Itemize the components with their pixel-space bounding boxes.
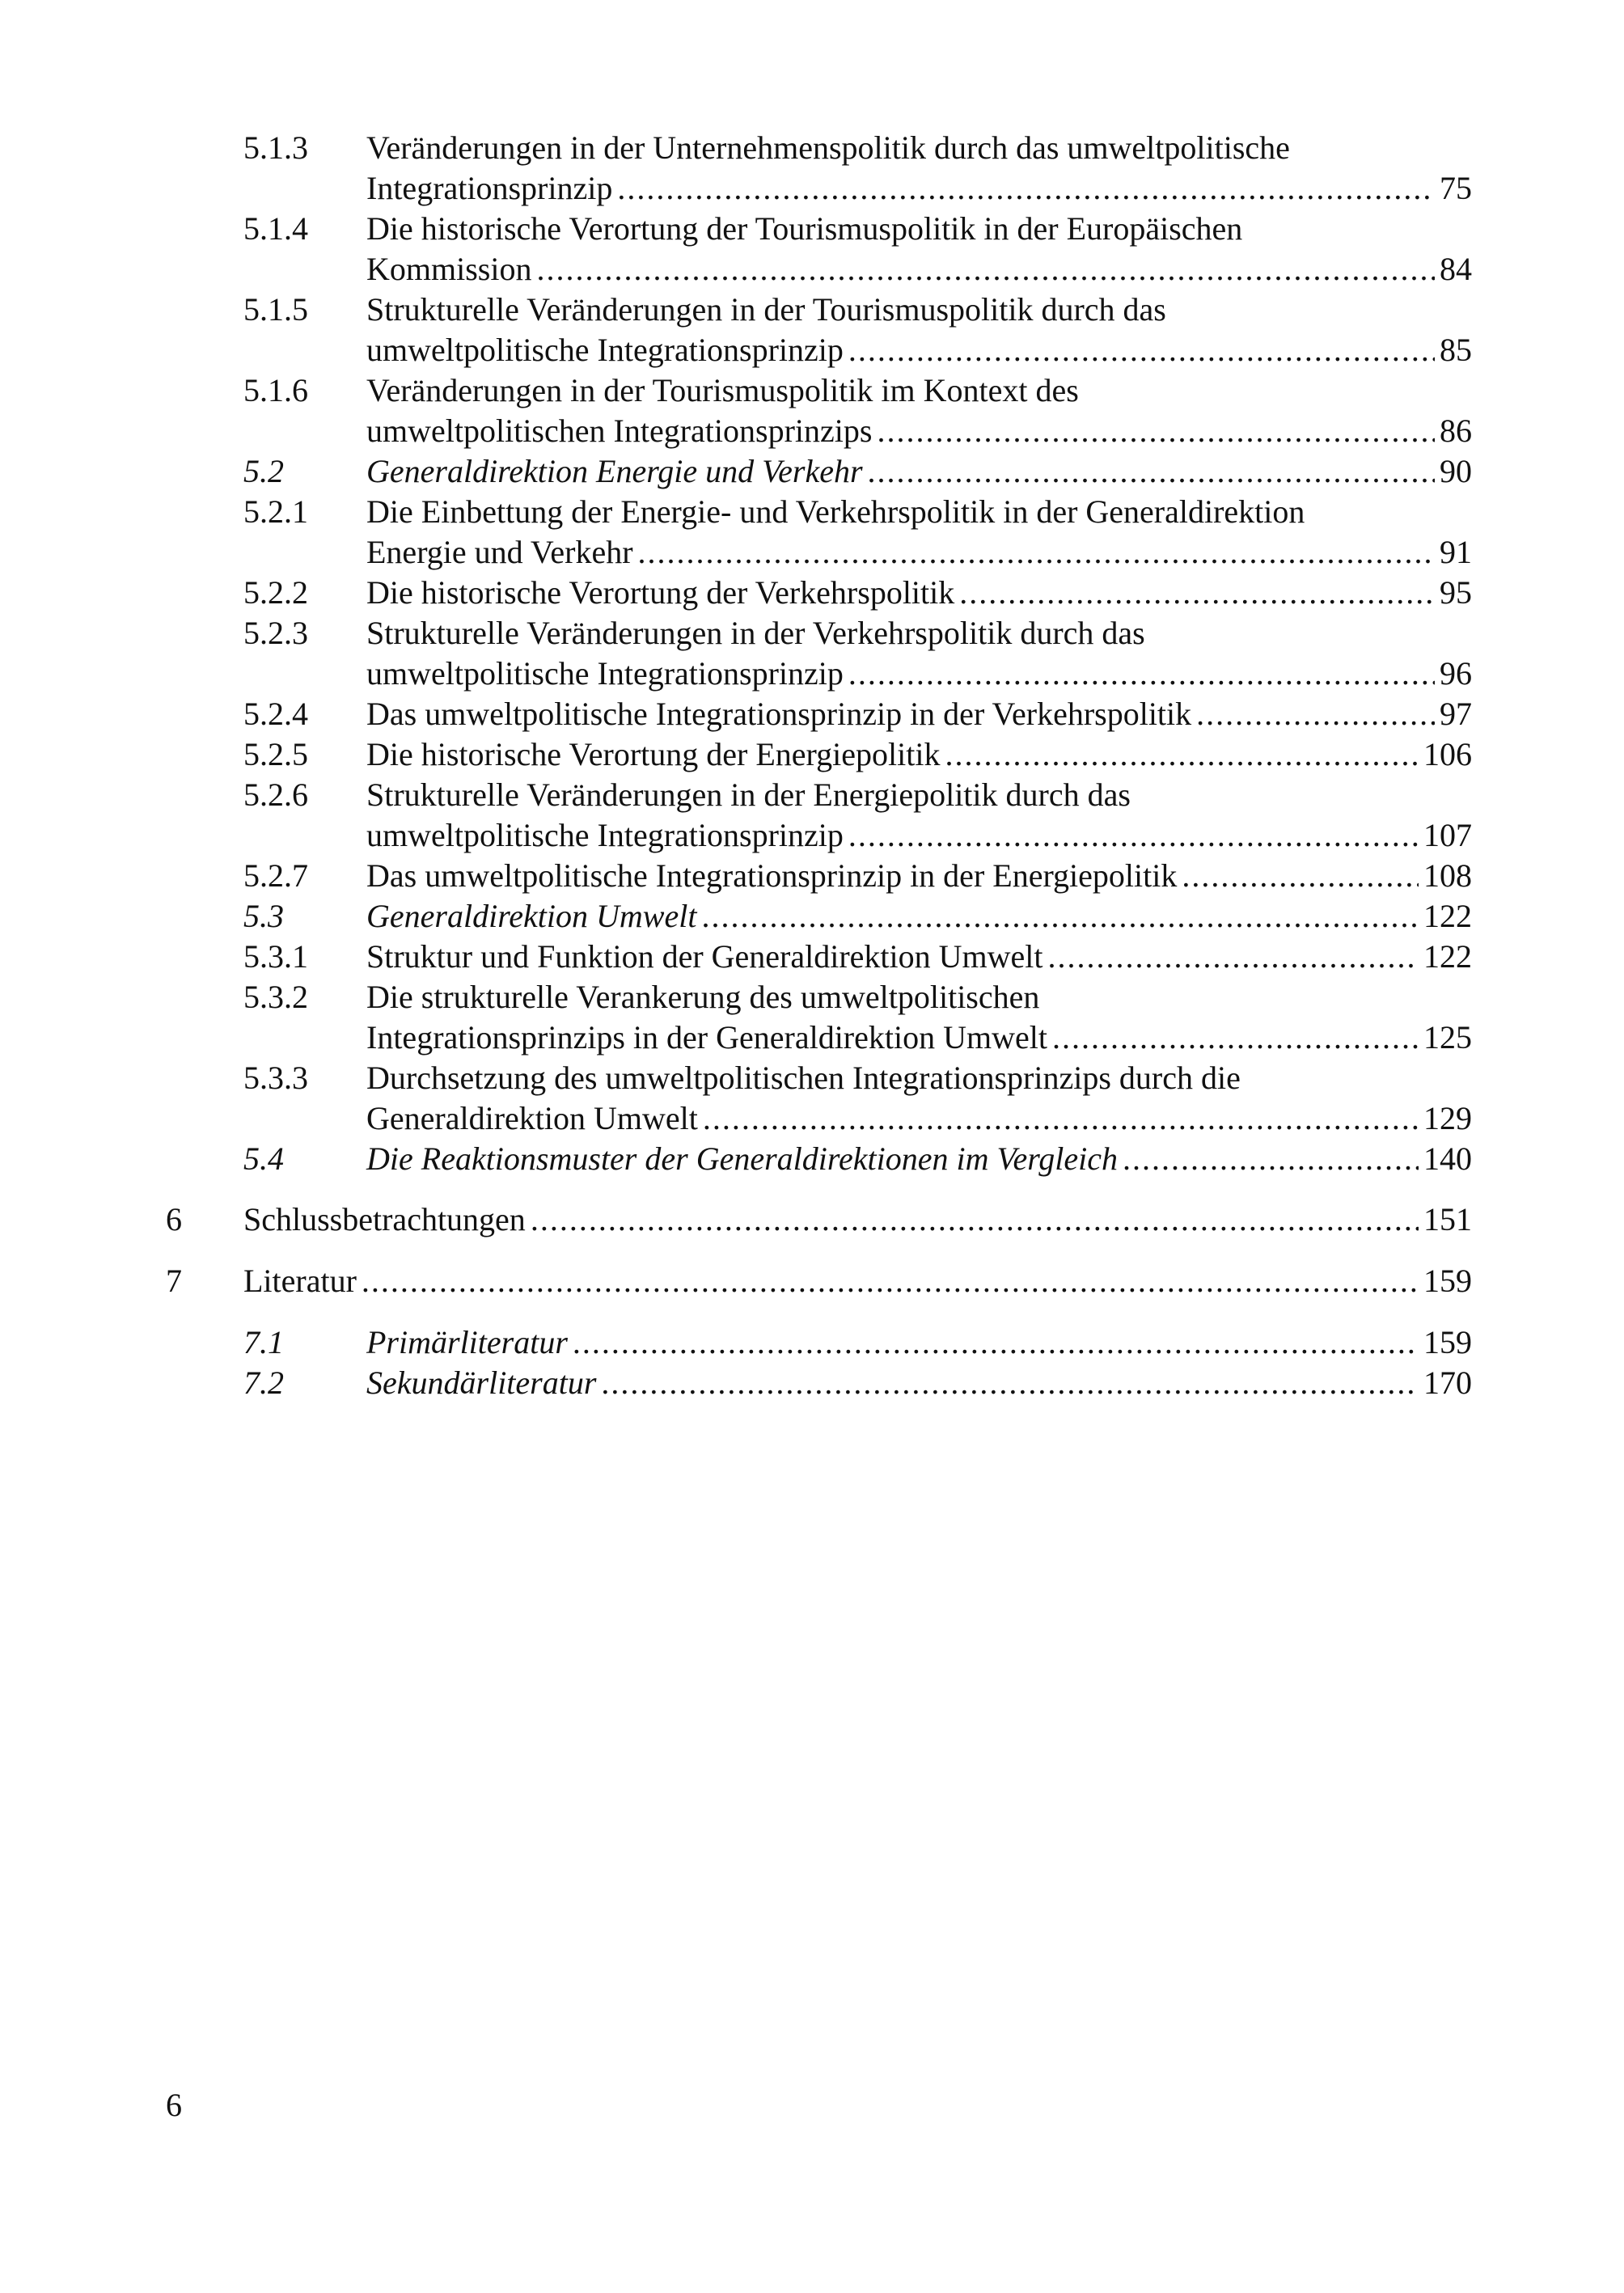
toc-entry-leader [366, 694, 1472, 734]
toc-entry-number: 5.3.3 [243, 1060, 308, 1096]
toc-entry-leader [366, 1098, 1472, 1139]
toc-entry-page: 129 [1423, 1100, 1472, 1136]
toc-entry-number: 5.2 [243, 453, 284, 489]
toc-entry-title: Strukturelle Veränderungen in der Verkehrspolitik durch das [366, 615, 1145, 651]
toc-entry-line [0, 1058, 1624, 1098]
toc-entry-title: Die historische Verortung der Tourismuspolitik in der Europäischen [366, 210, 1243, 247]
toc-entry-number: 5.2.2 [243, 574, 308, 611]
toc-entry-line [0, 451, 1624, 492]
toc-entry-leader [243, 1261, 1472, 1301]
toc-entry-page: 95 [1440, 574, 1472, 611]
toc-entry-title: Strukturelle Veränderungen in der Tourismuspolitik durch das [366, 291, 1166, 328]
toc-entry-line [0, 1098, 1624, 1139]
toc-entry-leader [366, 1139, 1472, 1179]
toc-entry-title: Die strukturelle Verankerung des umweltpolitischen [366, 979, 1040, 1015]
toc-entry-number: 5.2.6 [243, 776, 308, 813]
toc-entry-number: 5.2.4 [243, 696, 308, 732]
table-of-contents [0, 128, 1624, 1403]
toc-entry-line [0, 694, 1624, 734]
toc-entry-title: Das umweltpolitische Integrationsprinzip in der Verkehrspolitik [366, 694, 1196, 734]
toc-entry-title: Integrationsprinzip [366, 168, 617, 209]
toc-entry-title: Die Einbettung der Energie- und Verkehrspolitik in der Generaldirektion [366, 493, 1305, 530]
toc-entry-leader [243, 1199, 1472, 1240]
toc-entry-leader [366, 1017, 1472, 1058]
toc-entry-number: 5.1.4 [243, 210, 308, 247]
toc-entry-title: Sekundärliteratur [366, 1363, 601, 1403]
toc-entry-title: Die historische Verortung der Energiepolitik [366, 734, 945, 775]
toc-entry-page: 106 [1423, 736, 1472, 772]
toc-entry-line [0, 532, 1624, 573]
toc-entry-leader [366, 330, 1472, 370]
toc-entry-number: 5.3.1 [243, 938, 308, 975]
toc-entry-page: 151 [1423, 1201, 1472, 1237]
toc-entry-title: Veränderungen in der Tourismuspolitik im Kontext des [366, 372, 1079, 408]
toc-entry-page: 91 [1440, 534, 1472, 570]
toc-entry-leader [366, 896, 1472, 937]
dot-leader [1196, 694, 1435, 734]
toc-entry-page: 85 [1440, 332, 1472, 368]
toc-entry-line [0, 1363, 1624, 1403]
toc-entry-leader [366, 734, 1472, 775]
toc-entry-number: 7 [166, 1263, 182, 1299]
toc-entry-title: Struktur und Funktion der Generaldirektion Umwelt [366, 937, 1048, 977]
toc-entry-leader [366, 856, 1472, 896]
dot-leader [959, 573, 1435, 613]
toc-entry-leader [366, 168, 1472, 209]
toc-entry-line [0, 168, 1624, 209]
toc-entry-title: Das umweltpolitische Integrationsprinzip in der Energiepolitik [366, 856, 1182, 896]
toc-entry-title: Generaldirektion Umwelt [366, 896, 701, 937]
toc-entry-line [0, 290, 1624, 330]
dot-leader [536, 249, 1435, 290]
dot-leader [362, 1261, 1419, 1301]
toc-entry-title: umweltpolitische Integrationsprinzip [366, 330, 848, 370]
toc-entry-page: 159 [1423, 1324, 1472, 1360]
toc-entry-number: 5.2.3 [243, 615, 308, 651]
toc-entry-number: 5.2.1 [243, 493, 308, 530]
toc-entry-page: 90 [1440, 453, 1472, 489]
toc-entry-page: 75 [1440, 170, 1472, 206]
toc-entry-line [0, 330, 1624, 370]
toc-entry-title: Kommission [366, 249, 536, 290]
toc-entry-page: 86 [1440, 412, 1472, 449]
dot-leader [531, 1199, 1419, 1240]
toc-entry-title: umweltpolitische Integrationsprinzip [366, 654, 848, 694]
dot-leader [1182, 856, 1419, 896]
toc-entry-line [0, 937, 1624, 977]
toc-entry-line [0, 411, 1624, 451]
dot-leader [868, 451, 1435, 492]
toc-entry-title: Energie und Verkehr [366, 532, 638, 573]
toc-entry-number: 6 [166, 1201, 182, 1237]
dot-leader [573, 1322, 1419, 1363]
toc-entry-title: Literatur [243, 1261, 362, 1301]
toc-entry-page: 122 [1423, 938, 1472, 975]
page-number: 6 [166, 2087, 182, 2123]
toc-entry-number: 5.4 [243, 1140, 284, 1177]
toc-entry-number: 5.1.5 [243, 291, 308, 328]
toc-entry-line [0, 654, 1624, 694]
toc-entry-leader [366, 532, 1472, 573]
toc-entry-page: 159 [1423, 1263, 1472, 1299]
dot-leader [1123, 1139, 1419, 1179]
toc-entry-leader [366, 411, 1472, 451]
toc-entry-title: Primärliteratur [366, 1322, 573, 1363]
toc-entry-title: umweltpolitische Integrationsprinzip [366, 815, 848, 856]
dot-leader [1048, 937, 1419, 977]
toc-entry-title: umweltpolitischen Integrationsprinzips [366, 411, 877, 451]
toc-entry-leader [366, 654, 1472, 694]
toc-entry-line [0, 734, 1624, 775]
toc-entry-line [0, 492, 1624, 532]
dot-leader [945, 734, 1419, 775]
toc-entry-page: 96 [1440, 655, 1472, 692]
dot-leader [617, 168, 1435, 209]
dot-leader [601, 1363, 1419, 1403]
toc-entry-page: 107 [1423, 817, 1472, 853]
dot-leader [638, 532, 1435, 573]
toc-entry-title: Die historische Verortung der Verkehrspolitik [366, 573, 959, 613]
toc-entry-page: 108 [1423, 857, 1472, 894]
toc-entry-line [0, 1139, 1624, 1179]
toc-entry-title: Veränderungen in der Unternehmenspolitik durch das umweltpolitische [366, 129, 1290, 166]
toc-entry-leader [366, 1363, 1472, 1403]
toc-entry-line [0, 977, 1624, 1017]
toc-entry-line [0, 209, 1624, 249]
toc-chapter [0, 1261, 1624, 1301]
toc-entry-leader [366, 249, 1472, 290]
toc-entry-title: Integrationsprinzips in der Generaldirektion Umwelt [366, 1017, 1052, 1058]
toc-entry-line [0, 815, 1624, 856]
toc-entry-title: Generaldirektion Umwelt [366, 1098, 703, 1139]
toc-entry-title: Die Reaktionsmuster der Generaldirektionen im Vergleich [366, 1139, 1123, 1179]
toc-entry-page: 84 [1440, 251, 1472, 287]
toc-entry-page: 122 [1423, 898, 1472, 934]
toc-entry-title: Durchsetzung des umweltpolitischen Integrationsprinzips durch die [366, 1060, 1241, 1096]
toc-entry-line [0, 1322, 1624, 1363]
toc-entry-line [0, 775, 1624, 815]
dot-leader [701, 896, 1419, 937]
toc-entry-leader [366, 451, 1472, 492]
toc-entry-number: 5.3 [243, 898, 284, 934]
toc-entry-number: 7.2 [243, 1364, 284, 1401]
toc-entry-line [0, 370, 1624, 411]
dot-leader [1052, 1017, 1419, 1058]
toc-entry-number: 5.2.7 [243, 857, 308, 894]
toc-entry-line [0, 249, 1624, 290]
toc-entry-leader [366, 937, 1472, 977]
toc-entry-number: 5.2.5 [243, 736, 308, 772]
toc-entry-number: 7.1 [243, 1324, 284, 1360]
toc-entry-line [0, 896, 1624, 937]
toc-entry-leader [366, 1322, 1472, 1363]
toc-entry-line [0, 573, 1624, 613]
dot-leader [848, 330, 1435, 370]
toc-entry-number: 5.3.2 [243, 979, 308, 1015]
toc-entry-number: 5.1.3 [243, 129, 308, 166]
toc-entry-title: Strukturelle Veränderungen in der Energiepolitik durch das [366, 776, 1131, 813]
toc-entry-line [0, 1017, 1624, 1058]
toc-entry-line [0, 856, 1624, 896]
toc-entry-number: 5.1.6 [243, 372, 308, 408]
toc-entry-leader [366, 573, 1472, 613]
toc-entry-title: Generaldirektion Energie und Verkehr [366, 451, 868, 492]
dot-leader [703, 1098, 1419, 1139]
toc-entry-line [0, 128, 1624, 168]
toc-entry-page: 97 [1440, 696, 1472, 732]
toc-entry-title: Schlussbetrachtungen [243, 1199, 531, 1240]
toc-entry-line [0, 613, 1624, 654]
toc-entry-page: 125 [1423, 1019, 1472, 1056]
dot-leader [848, 654, 1435, 694]
toc-chapter [0, 1199, 1624, 1240]
toc-entry-page: 170 [1423, 1364, 1472, 1401]
toc-entry-page: 140 [1423, 1140, 1472, 1177]
dot-leader [877, 411, 1435, 451]
toc-entry-leader [366, 815, 1472, 856]
dot-leader [848, 815, 1419, 856]
